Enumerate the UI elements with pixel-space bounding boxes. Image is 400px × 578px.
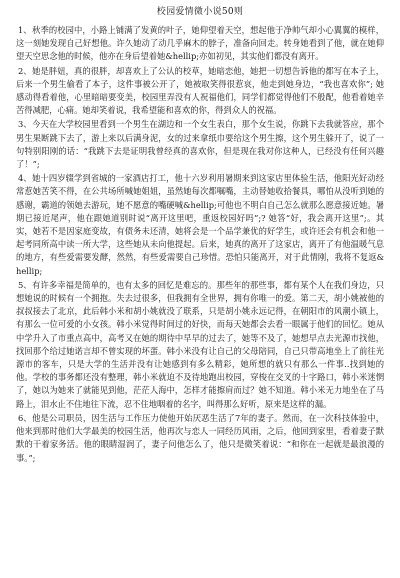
- paragraph-text: 秋季的校园中，小路上铺满了发黄的叶子，她仰望着天空，想起他于净帅气却小心翼翼的模样，这一刻她发现自己好想他。许久她动了动几乎麻木的脖子，准备向回走。转身她看到了他，就在她仰望天空思念他的时候，他亦在身后望着她&hellip;亦如初见，其实他们都没有离开。: [16, 25, 384, 62]
- paragraph-1: [16, 24, 384, 64]
- paragraph-number: 6、: [18, 412, 32, 423]
- paragraph-number: 3、: [18, 119, 32, 130]
- paragraph-text: 今天在大学校园里看到一个男生在湖边和一个女生表白，那个女生说，你跳下去我就答应，那个男生果断跳下去了，游上来以后满身泥，女的过来拿纸巾要给这个男生擦，这个男生躲开了，说了一句特别阳刚的话：“我跳下去是证明我曾经真的喜欢你，但是现在我对你这种人，已经没有任何兴趣了！”;: [16, 119, 384, 170]
- paragraph-number: 1、: [18, 25, 32, 35]
- paragraph-text: 她是胖妞，真的很胖，却喜欢上了公认的校草，她暗恋他，她把一切想告诉他的都写在本子上，后来一个男生偷看了本子，这件事被公开了，她被取笑得很惹哀，他走到她身边，“我也喜欢你”; 她感动得看着他，心里暗暗要变美，校园里弄没有人祝福他们，同学们都觉得他们不般配，他看着她辛苦得减肥，心痛。她却笑着说，我希望能和喜欢的你，得到众人的祝福。: [16, 65, 384, 116]
- paragraph-text: 她十四岁辍学到省城的一家酒店打工，他十六岁利用暑期来到这家店里体验生活，他阳光好动经常惹她苦笑不得，在公共场所喊她姐姐，虽然她每次都嘱嘴，主动替她收拾餐具，哪怕从没听到她的感谢，霸道的领她去游玩，她不愿意的嘴硬喊&hellip;可他也不明白自己怎么就那么愿意接近她。暑期已接近尾声，他在跟她道别时说“离开这里吧，重返校园好吗”;? 她答“好，我会离开这里”;。其实，她若不是因家庭变故，有债务未还清，她将会是一个品学兼优的好学生，或许还会有机会和他一起考同所高中读一所大学，这些她从未向他提起。后来，她真的离开了这家店，离开了有他温暖气息的地方，有些爱需要发酵，然然，有些爱需要自己珍惜。恐怕只能离开，对于此情刚，我将不复返&hellip;: [16, 173, 384, 276]
- paragraph-3: [16, 118, 384, 171]
- paragraph-number: 2、: [18, 65, 32, 76]
- paragraph-text: 有许多幸福是简单的，也有太多的回忆是难忘的。那些年的那些事，都有某个人在我们身边，只想她说的时候有一个拥抱。失去过很多，但我拥有全世界，拥有你唯一的爱。第二天，胡小姚被他的叔叔接去了北京，此后韩小米和胡小姚就没了联系，只是胡小姚永远记得，在朝阳市的风潮小镇上，有那么一位可爱的小女孩。韩小米觉得时间过的好快，而每天她都会去看一眼属于他们的回忆。她从中学升入了市重点高中，高考又在她的期待中早早的过去了，她等不及了，她想早点去光源市找他，找回那个给过她诺言却不曾实现的坏蛋。韩小米没有让自己的父母陪同，自己只带高地坐上了前往光源市的客车，只是大学的生活并没有让她感到有多么精彩，她所想的就只有那么一件事..找到她的他。学校的事务都还没有整理，韩小米就迫不及待地跑出校园，穿梭在交叉的十字路口，韩小米迷惘了，她以为她来了就能见到他，茫茫人海中，怎样才能擦肩而过？她不知道。韩小米无力地坐在了马路上，泪水止不住地往下流，忍不住地咽着的名字，叫得那么好听，原来是这样的漏。: [16, 279, 384, 409]
- paragraph-text: 他是公司职员，因生活与工作压力使他开始厌恶生活了7年的妻子。然而，在一次科技体验中，他来到那时他们大学最美的校园生活，他再次与恋人一同经历风雨，之后，他回到家里，看着妻子默默的干着家务活。他的眼睛湿润了，妻子问他怎么了，他只是微笑着说：“和你在一起就是最浪漫的事。”;: [16, 412, 384, 463]
- paragraph-number: 5、: [18, 279, 32, 290]
- paragraph-6: [16, 412, 384, 465]
- paragraph-4: [16, 172, 384, 278]
- paragraph-2: [16, 65, 384, 118]
- document-title: 校园爱情微小说50则: [156, 7, 244, 17]
- paragraph-5: [16, 279, 384, 411]
- paragraph-number: 4、: [18, 173, 32, 184]
